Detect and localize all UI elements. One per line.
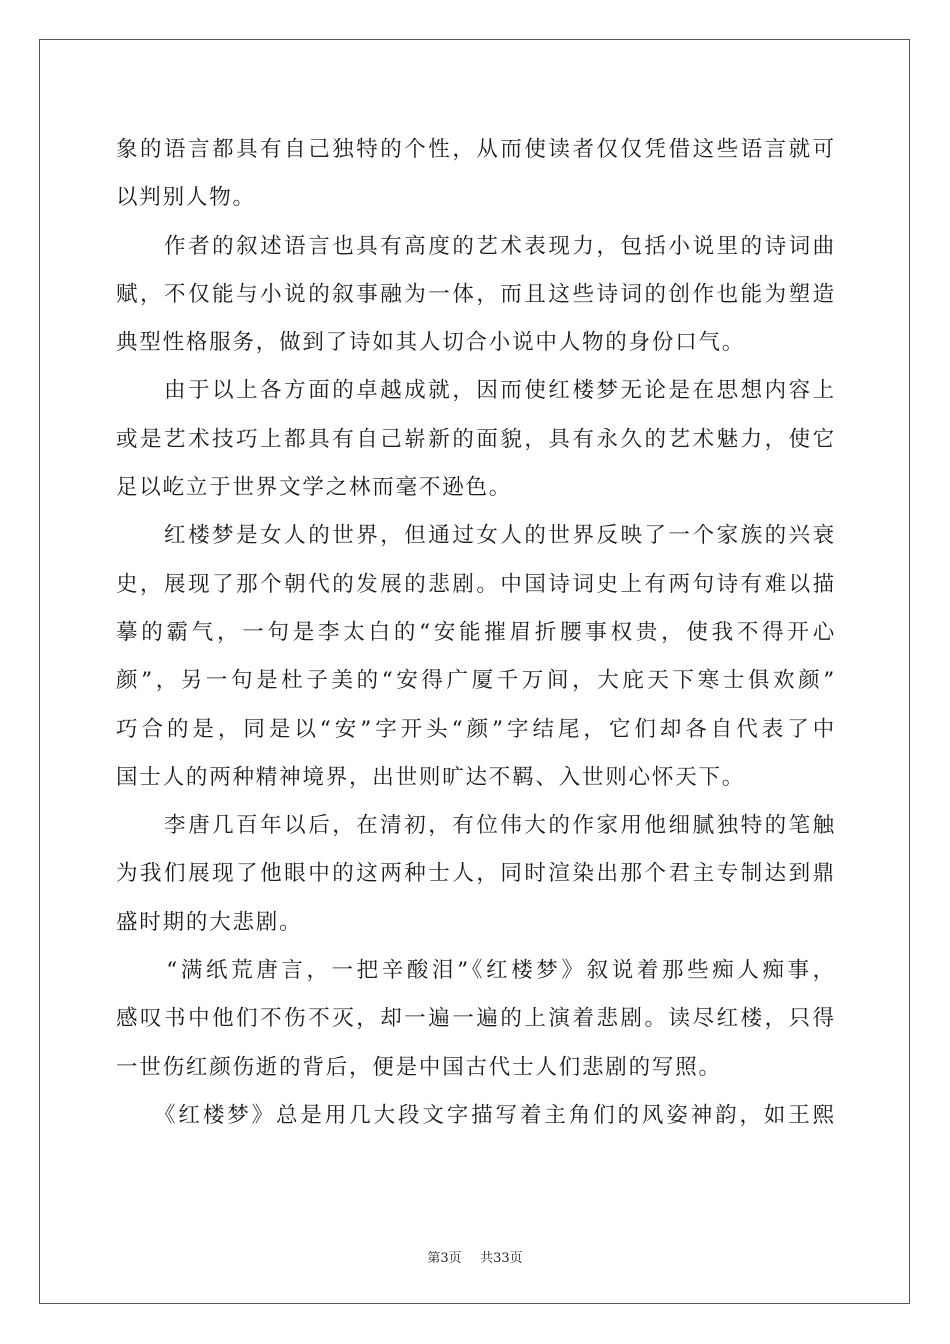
- text-line: 以判别人物。: [116, 185, 256, 211]
- paragraph: [116, 126, 836, 223]
- text-line: 巧合的是，同是以“安”字开头“颜”字结尾，它们却各自代表了中: [116, 716, 836, 742]
- text-line: 摹的霸气，一句是李太白的“安能摧眉折腰事权贵，使我不得开心: [116, 619, 836, 645]
- text-line: 国士人的两种精神境界，出世则旷达不羁、入世则心怀天下。: [116, 764, 746, 790]
- paragraph: [116, 802, 836, 947]
- text-line: 《红楼梦》总是用几大段文字描写着主角们的风姿神韵，如王熙: [116, 1102, 836, 1128]
- text-line: 红楼梦是女人的世界，但通过女人的世界反映了一个家族的兴衰: [116, 523, 836, 549]
- page-number: 第3页: [427, 1251, 462, 1266]
- text-line: “满纸荒唐言，一把辛酸泪”《红楼梦》叙说着那些痴人痴事，: [116, 958, 836, 984]
- text-line: 感叹书中他们不伤不灭，却一遍一遍的上演着悲剧。读尽红楼，只得: [116, 1006, 836, 1032]
- text-line: 史，展现了那个朝代的发展的悲剧。中国诗词史上有两句诗有难以描: [116, 571, 836, 597]
- paragraph: [116, 512, 836, 802]
- paragraph: [116, 223, 836, 368]
- paragraph: [116, 947, 836, 1092]
- paragraph: [116, 367, 836, 512]
- text-line: 李唐几百年以后，在清初，有位伟大的作家用他细腻独特的笔触: [116, 813, 836, 839]
- text-line: 作者的叙述语言也具有高度的艺术表现力，包括小说里的诗词曲: [116, 233, 836, 259]
- text-line: 足以屹立于世界文学之林而毫不逊色。: [116, 475, 513, 501]
- text-line: 或是艺术技巧上都具有自己崭新的面貌，具有永久的艺术魅力，使它: [116, 426, 836, 452]
- page-total: 共33页: [480, 1251, 523, 1266]
- page-footer: [0, 1247, 950, 1266]
- text-line: 象的语言都具有自己独特的个性，从而使读者仅仅凭借这些语言就可: [116, 137, 836, 162]
- text-line: 典型性格服务，做到了诗如其人切合小说中人物的身份口气。: [116, 330, 746, 356]
- document-body: [116, 126, 836, 1140]
- paragraph: [116, 1092, 836, 1140]
- text-line: 盛时期的大悲剧。: [116, 909, 303, 935]
- text-line: 由于以上各方面的卓越成就，因而使红楼梦无论是在思想内容上: [116, 378, 836, 404]
- text-line: 赋，不仅能与小说的叙事融为一体，而且这些诗词的创作也能为塑造: [116, 281, 836, 307]
- text-line: 颜”，另一句是杜子美的“安得广厦千万间，大庇天下寒士俱欢颜”: [116, 668, 836, 694]
- text-line: 一世伤红颜伤逝的背后，便是中国古代士人们悲剧的写照。: [116, 1054, 722, 1080]
- text-line: 为我们展现了他眼中的这两种士人，同时渲染出那个君主专制达到鼎: [116, 861, 836, 887]
